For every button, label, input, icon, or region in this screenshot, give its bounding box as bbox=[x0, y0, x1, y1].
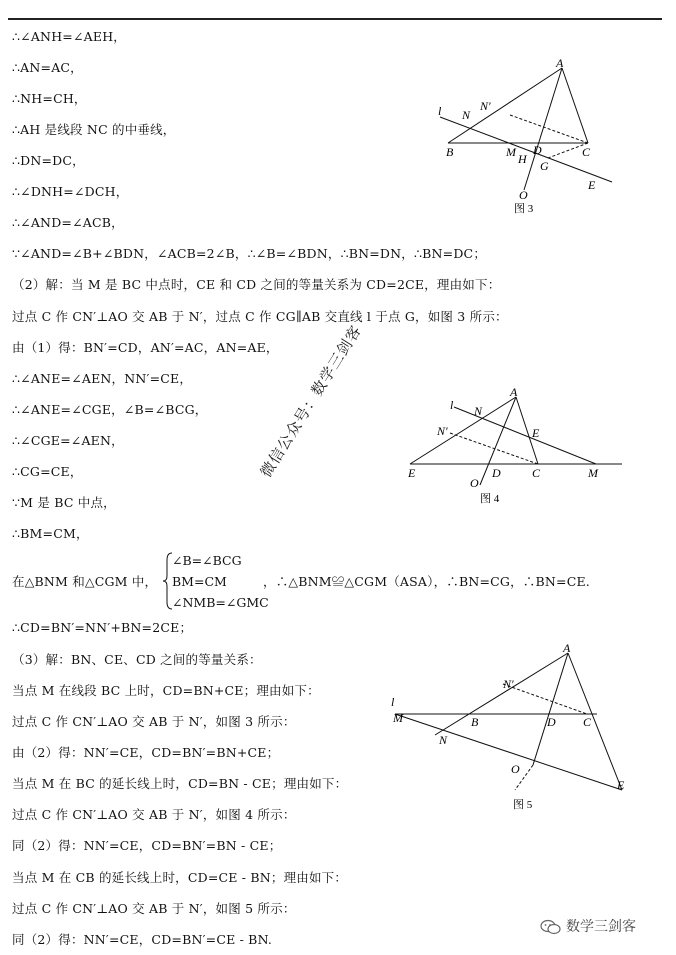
part2-heading: （2）解：当 M 是 BC 中点时，CE 和 CD 之间的等量关系为 CD=2CE，理由如下： bbox=[12, 277, 501, 292]
fig5-caption: 图 5 bbox=[513, 799, 533, 811]
proof-line-25: 过点 C 作 CN′⊥AO 交 AB 于 N′，如图 4 所示： bbox=[12, 807, 296, 822]
system-eq-3: ∠NMB=∠GMC bbox=[172, 595, 269, 610]
watermark: 微信公众号：数学三剑客 bbox=[256, 321, 366, 481]
proof-line-27: 当点 M 在 CB 的延长线上时，CD=CE - BN；理由如下： bbox=[12, 870, 348, 885]
proof-line-2: ∴AN=AC， bbox=[12, 60, 83, 75]
fig3-label-E: E bbox=[588, 178, 596, 192]
proof-line-10: 过点 C 作 CN′⊥AO 交 AB 于 N′，过点 C 作 CG∥AB 交直线 l 于点 G，如图 3 所示： bbox=[12, 309, 508, 324]
fig3-label-C: C bbox=[582, 145, 591, 159]
fig3-label-D: D bbox=[533, 143, 542, 157]
proof-line-16: ∵M 是 BC 中点， bbox=[12, 495, 116, 510]
figure-4 bbox=[400, 385, 635, 510]
proof-line-8: ∵∠AND=∠B+∠BDN，∠ACB=2∠B，∴∠B=∠BDN，∴BN=DN，∴BN=DC； bbox=[12, 246, 487, 261]
proof-line-12: ∴∠ANE=∠AEN，NN′=CE， bbox=[12, 371, 193, 386]
proof-line-15: ∴CG=CE， bbox=[12, 464, 83, 479]
top-rule bbox=[8, 18, 662, 20]
proof-line-19: ∴CD=BN′=NN′+BN=2CE； bbox=[12, 620, 193, 635]
fig3-label-O: O bbox=[519, 188, 528, 202]
fig4-caption: 图 4 bbox=[480, 493, 500, 505]
logo-text: 数学三剑客 bbox=[566, 919, 636, 935]
system-eq-2: BM=CM bbox=[172, 574, 227, 589]
fig3-label-l: l bbox=[438, 104, 442, 118]
account-logo bbox=[540, 916, 636, 936]
proof-line-29: 同（2）得：NN′=CE，CD=BN′=CE - BN. bbox=[12, 932, 273, 947]
fig5-label-E: E bbox=[617, 778, 625, 792]
proof-line-5: ∴DN=DC， bbox=[12, 153, 85, 168]
proof-line-13: ∴∠ANE=∠CGE，∠B=∠BCG， bbox=[12, 402, 208, 417]
proof-line-18: 在△BNM 和△CGM 中， bbox=[12, 574, 158, 589]
proof-line-28: 过点 C 作 CN′⊥AO 交 AB 于 N′，如图 5 所示： bbox=[12, 901, 296, 916]
fig4-label-l: l bbox=[450, 398, 454, 412]
fig3-caption: 图 3 bbox=[514, 203, 534, 215]
part3-heading: （3）解：BN、CE、CD 之间的等量关系： bbox=[12, 652, 262, 667]
fig4-label-M: M bbox=[588, 466, 598, 480]
fig3-label-N: N bbox=[462, 108, 471, 122]
proof-line-23: 由（2）得：NN′=CE，CD=BN′=BN+CE； bbox=[12, 745, 280, 760]
proof-line-21: 当点 M 在线段 BC 上时，CD=BN+CE；理由如下： bbox=[12, 683, 320, 698]
fig5-label-D: D bbox=[547, 715, 556, 729]
proof-line-14: ∴∠CGE=∠AEN， bbox=[12, 433, 124, 448]
fig5-label-B: B bbox=[471, 715, 479, 729]
proof-line-22: 过点 C 作 CN′⊥AO 交 AB 于 N′，如图 3 所示： bbox=[12, 714, 296, 729]
fig5-label-N: N bbox=[439, 733, 448, 747]
figure-5 bbox=[385, 640, 635, 820]
proof-line-7: ∴∠AND=∠ACB， bbox=[12, 215, 124, 230]
proof-line-26: 同（2）得：NN′=CE，CD=BN′=BN - CE； bbox=[12, 838, 282, 853]
proof-line-3: ∴NH=CH， bbox=[12, 91, 87, 106]
proof-line-11: 由（1）得：BN′=CD，AN′=AC，AN=AE， bbox=[12, 340, 279, 355]
system-eq-1: ∠B=∠BCG bbox=[172, 553, 242, 568]
fig4-label-E-left: E bbox=[408, 466, 416, 480]
fig4-label-N: N bbox=[474, 404, 483, 418]
fig3-label-H: H bbox=[518, 152, 527, 166]
fig5-label-A: A bbox=[563, 641, 571, 655]
fig3-label-N-prime: N′ bbox=[480, 99, 491, 113]
fig4-label-N-prime: N′ bbox=[437, 424, 448, 438]
fig3-label-B: B bbox=[446, 145, 454, 159]
fig4-label-D: D bbox=[492, 466, 501, 480]
fig4-label-O: O bbox=[470, 476, 479, 490]
proof-line-1: ∴∠ANH=∠AEH， bbox=[12, 29, 126, 44]
proof-line-4: ∴AH 是线段 NC 的中垂线， bbox=[12, 122, 176, 137]
fig4-label-C: C bbox=[532, 466, 541, 480]
fig5-label-O: O bbox=[511, 762, 520, 776]
fig3-label-G: G bbox=[540, 159, 549, 173]
fig4-label-A: A bbox=[510, 385, 518, 399]
wechat-icon bbox=[540, 919, 562, 935]
fig3-label-M: M bbox=[506, 145, 516, 159]
system-conclusion: ，∴△BNM≌△CGM（ASA），∴BN=CG，∴BN=CE. bbox=[263, 574, 590, 589]
fig4-label-E-right: E bbox=[532, 426, 540, 440]
proof-line-17: ∴BM=CM， bbox=[12, 526, 89, 541]
proof-line-24: 当点 M 在 BC 的延长线上时，CD=BN - CE；理由如下： bbox=[12, 776, 348, 791]
fig5-label-C: C bbox=[583, 715, 592, 729]
figure-3 bbox=[420, 55, 650, 225]
fig5-label-l: l bbox=[391, 695, 395, 709]
proof-line-6: ∴∠DNH=∠DCH， bbox=[12, 184, 129, 199]
fig3-label-A: A bbox=[556, 56, 564, 70]
fig5-label-N-prime: N′ bbox=[503, 677, 514, 691]
fig5-label-M: M bbox=[393, 711, 403, 725]
